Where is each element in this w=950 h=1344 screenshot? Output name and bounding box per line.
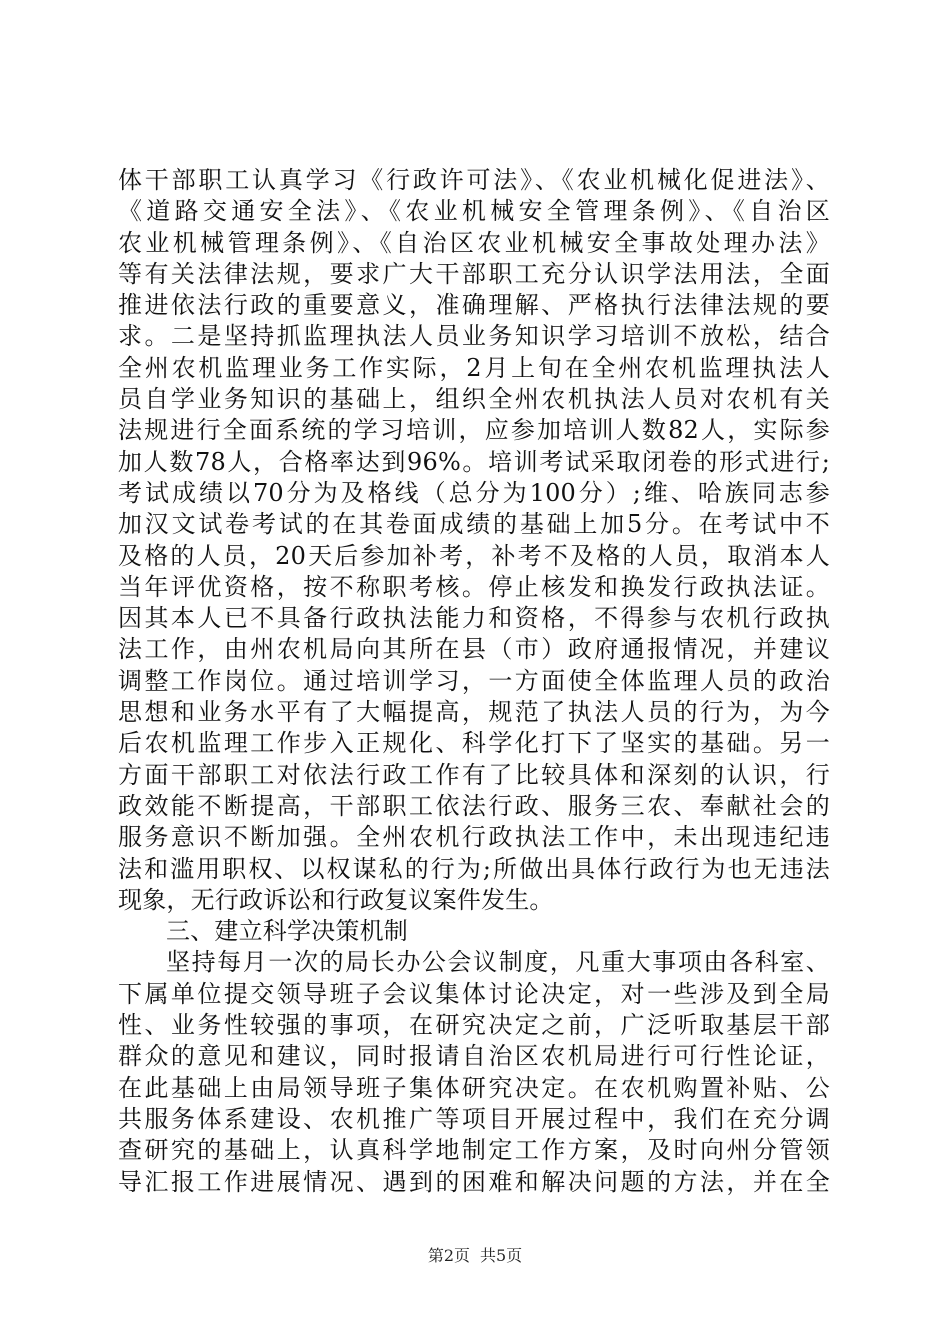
text-line: 体干部职工认真学习《行政许可法》、《农业机械化促进法》、 [118,166,830,194]
text-line: 员自学业务知识的基础上，组织全州农机执法人员对农机有关 [118,385,830,414]
text-line: 农业机械管理条例》、《自治区农业机械安全事故处理办法》 [118,228,830,257]
text-line: 后农机监理工作步入正规化、科学化打下了坚实的基础。另一 [118,729,830,758]
text-line: 全州农机监理业务工作实际，2月上旬在全州农机监理执法人 [118,353,830,382]
text-line: 求。二是坚持抓监理执法人员业务知识学习培训不放松，结合 [118,322,830,351]
text-line: 在此基础上由局领导班子集体研究决定。在农机购置补贴、公 [118,1073,830,1102]
text-line: 法工作，由州农机局向其所在县（市）政府通报情况，并建议 [118,635,830,664]
text-line: 群众的意见和建议，同时报请自治区农机局进行可行性论证， [118,1042,830,1071]
text-line: 法规进行全面系统的学习培训，应参加培训人数82人，实际参 [118,416,830,445]
text-line: 调整工作岗位。通过培训学习，一方面使全体监理人员的政治 [118,666,830,695]
text-line: 思想和业务水平有了大幅提高，规范了执法人员的行为，为今 [118,698,830,727]
page-number: 第2页 [427,1246,470,1265]
text-line: 坚持每月一次的局长办公会议制度，凡重大事项由各科室、 [166,948,830,977]
text-line: 下属单位提交领导班子会议集体讨论决定，对一些涉及到全局 [118,979,830,1008]
text-line: 政效能不断提高，干部职工依法行政、服务三农、奉献社会的 [118,791,830,820]
text-line: 《道路交通安全法》、《农业机械安全管理条例》、《自治区 [118,197,830,226]
body-text [118,165,830,1198]
text-line: 加人数78人，合格率达到96%。培训考试采取闭卷的形式进行; [118,447,830,476]
text-line: 因其本人已不具备行政执法能力和资格，不得参与农机行政执 [118,604,830,633]
text-line: 服务意识不断加强。全州农机行政执法工作中，未出现违纪违 [118,823,830,852]
text-line: 当年评优资格，按不称职考核。停止核发和换发行政执法证。 [118,572,830,601]
text-line: 推进依法行政的重要意义，准确理解、严格执行法律法规的要 [118,291,830,320]
text-line: 及格的人员，20天后参加补考，补考不及格的人员，取消本人 [118,541,830,570]
text-line: 现象，无行政诉讼和行政复议案件发生。 [118,885,554,914]
text-line: 查研究的基础上，认真科学地制定工作方案，及时向州分管领 [118,1136,830,1165]
text-line: 考试成绩以70分为及格线（总分为100分）;维、哈族同志参 [118,478,830,507]
text-line: 性、业务性较强的事项，在研究决定之前，广泛听取基层干部 [118,1011,830,1040]
text-line: 方面干部职工对依法行政工作有了比较具体和深刻的认识，行 [118,760,830,789]
section-heading: 三、建立科学决策机制 [166,917,408,946]
page-footer [0,1246,950,1266]
text-line: 导汇报工作进展情况、遇到的困难和解决问题的方法，并在全 [118,1167,830,1196]
text-line: 加汉文试卷考试的在其卷面成绩的基础上加5分。在考试中不 [118,510,830,539]
text-line: 法和滥用职权、以权谋私的行为;所做出具体行政行为也无违法 [118,854,830,883]
text-line: 等有关法律法规，要求广大干部职工充分认识学法用法，全面 [118,259,830,288]
text-line: 共服务体系建设、农机推广等项目开展过程中，我们在充分调 [118,1104,830,1133]
page-total: 共5页 [480,1246,523,1265]
